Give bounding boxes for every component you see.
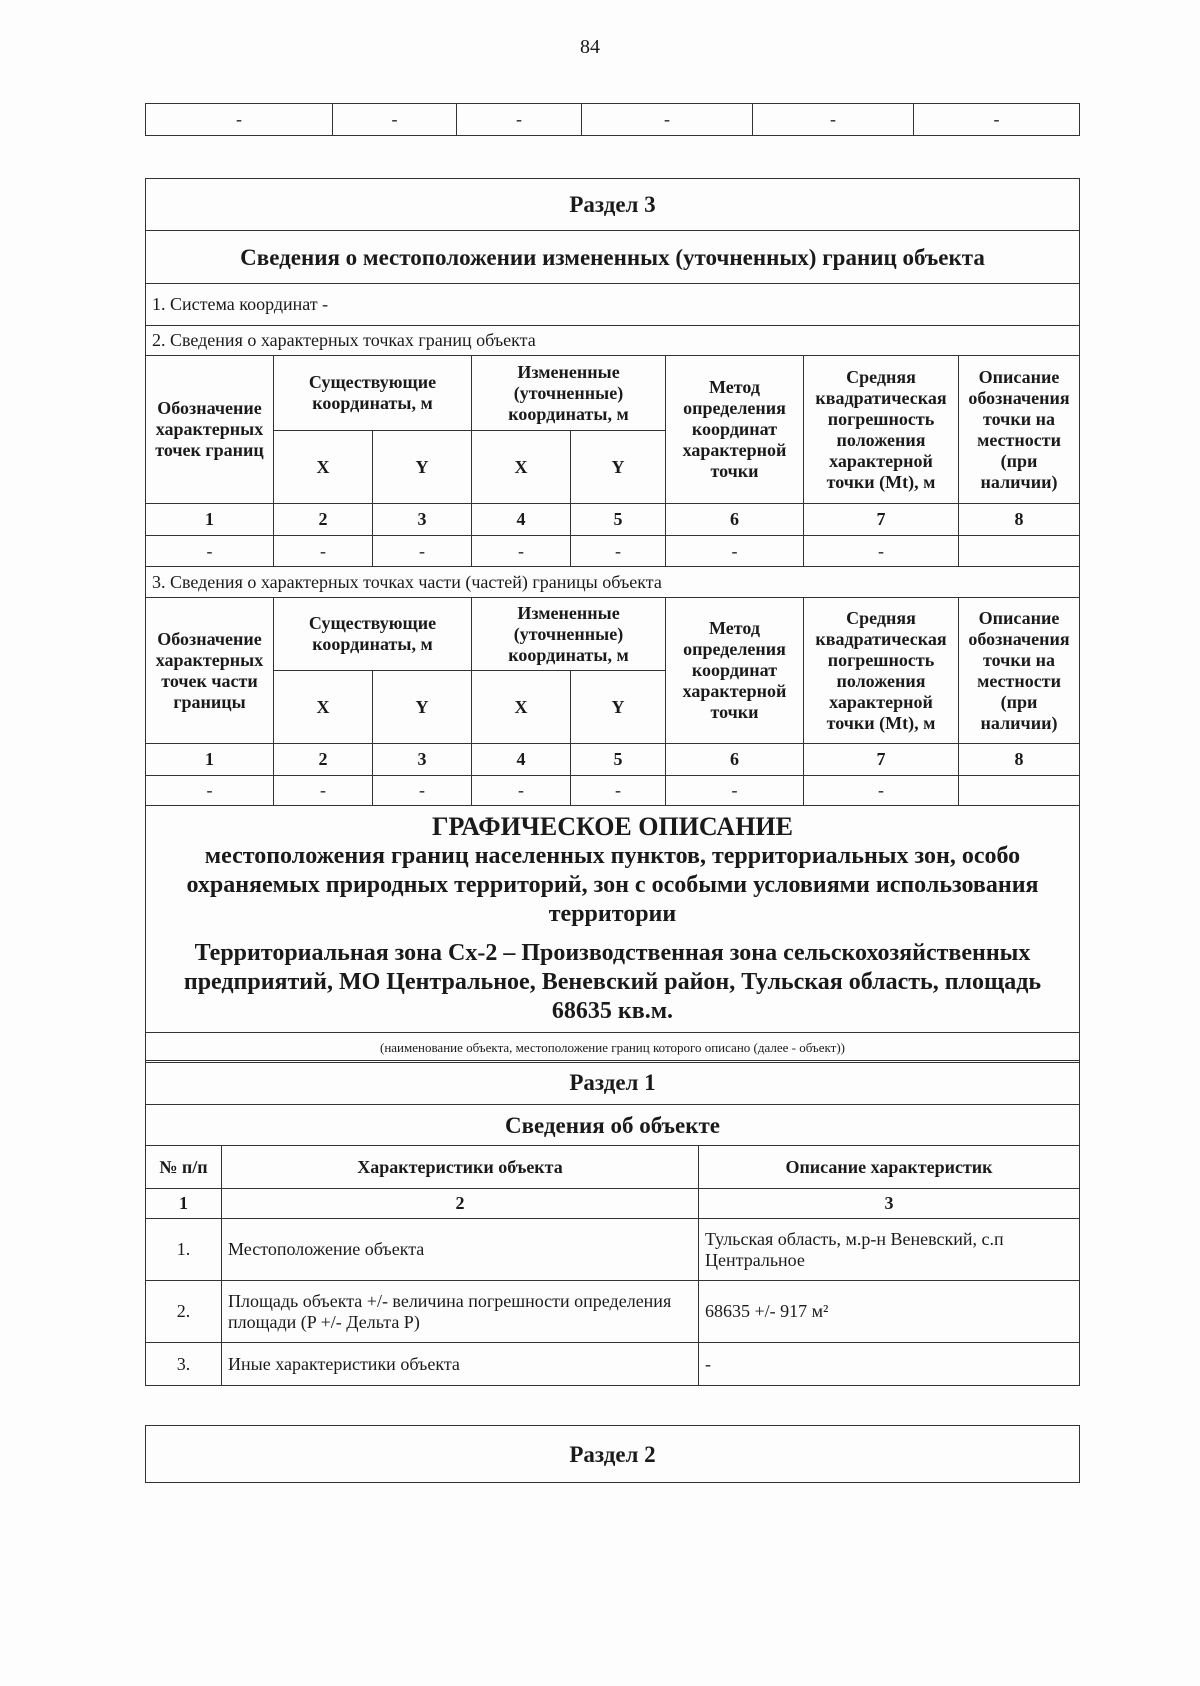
graphic-subtitle: местоположения границ населенных пунктов, территориальных зон, особо охраняемых природных территорий, зон с особыми условиями использования территории — [186, 843, 1039, 927]
cell: - — [373, 536, 472, 567]
table-row — [146, 1343, 1080, 1386]
row-num: 3. — [146, 1343, 222, 1386]
cell: - — [146, 776, 274, 806]
col-num: 6 — [666, 744, 804, 776]
col-num: 2 — [274, 504, 373, 536]
cell: - — [472, 776, 571, 806]
cell: - — [333, 104, 457, 136]
header-x: X — [274, 431, 373, 504]
cell — [959, 776, 1080, 806]
col-num: 2 — [274, 744, 373, 776]
col-num: 2 — [222, 1189, 699, 1219]
col-num: 3 — [373, 504, 472, 536]
cell: - — [914, 104, 1080, 136]
header-method: Метод определения координат характерной точки — [666, 598, 804, 744]
cell: - — [571, 776, 666, 806]
cell: - — [804, 776, 959, 806]
header-error: Средняя квадратическая погрешность положения характерной точки (Mt), м — [804, 356, 959, 504]
header-y: Y — [373, 671, 472, 744]
header-existing: Существующие координаты, м — [274, 598, 472, 671]
column-numbers — [146, 744, 1080, 776]
cell: - — [582, 104, 753, 136]
row-value: Тульская область, м.р-н Веневский, с.п Центральное — [699, 1219, 1080, 1281]
cell: - — [274, 536, 373, 567]
header-designation: Обозначение характерных точек границ — [146, 356, 274, 504]
col-num: 1 — [146, 1189, 222, 1219]
column-numbers — [146, 504, 1080, 536]
points-title: 2. Сведения о характерных точках границ объекта — [146, 326, 1080, 356]
header-existing: Существующие координаты, м — [274, 356, 472, 431]
section3-subtitle: Сведения о местоположении измененных (уточненных) границ объекта — [146, 231, 1080, 284]
row-name: Иные характеристики объекта — [222, 1343, 699, 1386]
page-number: 84 — [580, 36, 600, 58]
section1-title: Раздел 1 — [146, 1061, 1080, 1105]
cell: - — [571, 536, 666, 567]
cell: - — [472, 536, 571, 567]
section2-title: Раздел 2 — [146, 1426, 1080, 1483]
header-num: № п/п — [146, 1146, 222, 1189]
col-num: 1 — [146, 744, 274, 776]
col-num: 4 — [472, 744, 571, 776]
graphic-description-table — [145, 805, 1080, 1063]
col-num: 1 — [146, 504, 274, 536]
section2-table — [145, 1425, 1080, 1483]
cell: - — [666, 776, 804, 806]
header-method: Метод определения координат характерной точки — [666, 356, 804, 504]
row-num: 1. — [146, 1219, 222, 1281]
col-num: 3 — [699, 1189, 1080, 1219]
row-name: Площадь объекта +/- величина погрешности определения площади (P +/- Дельта P) — [222, 1281, 699, 1343]
header-y: Y — [571, 671, 666, 744]
object-name: Территориальная зона Сх-2 – Производственная зона сельскохозяйственных предприятий, МО Центральное, Веневский район, Тульская область, площадь 68635 кв.м. — [183, 940, 1042, 1024]
col-num: 6 — [666, 504, 804, 536]
coord-system: 1. Система координат - — [146, 284, 1080, 326]
parts-title: 3. Сведения о характерных точках части (частей) границы объекта — [146, 567, 1080, 598]
row-name: Местоположение объекта — [222, 1219, 699, 1281]
cell: - — [804, 536, 959, 567]
row-num: 2. — [146, 1281, 222, 1343]
cell: - — [753, 104, 914, 136]
section1-subtitle: Сведения об объекте — [146, 1105, 1080, 1146]
header-designation-part: Обозначение характерных точек части границы — [146, 598, 274, 744]
header-error: Средняя квадратическая погрешность положения характерной точки (Mt), м — [804, 598, 959, 744]
cell: - — [666, 536, 804, 567]
table-row — [146, 1219, 1080, 1281]
col-num: 5 — [571, 744, 666, 776]
cell: - — [146, 104, 333, 136]
table-row — [146, 1281, 1080, 1343]
section1-table — [145, 1060, 1080, 1386]
header-characteristics: Характеристики объекта — [222, 1146, 699, 1189]
graphic-title: ГРАФИЧЕСКОЕ ОПИСАНИЕ — [432, 812, 793, 841]
header-description: Описание обозначения точки на местности (при наличии) — [959, 356, 1080, 504]
col-num: 8 — [959, 504, 1080, 536]
header-x: X — [274, 671, 373, 744]
table-row — [146, 536, 1080, 567]
cell: - — [373, 776, 472, 806]
cell: - — [457, 104, 582, 136]
cell: - — [274, 776, 373, 806]
row-value: - — [699, 1343, 1080, 1386]
header-description: Описание обозначения точки на местности (при наличии) — [959, 598, 1080, 744]
object-caption: (наименование объекта, местоположение границ которого описано (далее - объект)) — [146, 1033, 1080, 1063]
header-changed: Измененные (уточненные) координаты, м — [472, 356, 666, 431]
header-x: X — [472, 431, 571, 504]
col-num: 5 — [571, 504, 666, 536]
table-row — [146, 776, 1080, 806]
section3-title: Раздел 3 — [146, 179, 1080, 231]
header-description: Описание характеристик — [699, 1146, 1080, 1189]
col-num: 8 — [959, 744, 1080, 776]
col-num: 7 — [804, 504, 959, 536]
header-x: X — [472, 671, 571, 744]
row-value: 68635 +/- 917 м² — [699, 1281, 1080, 1343]
col-num: 4 — [472, 504, 571, 536]
header-changed: Измененные (уточненные) координаты, м — [472, 598, 666, 671]
col-num: 7 — [804, 744, 959, 776]
continued-table-row — [145, 103, 1080, 136]
cell: - — [146, 536, 274, 567]
section3-table — [145, 178, 1080, 806]
header-y: Y — [373, 431, 472, 504]
header-y: Y — [571, 431, 666, 504]
col-num: 3 — [373, 744, 472, 776]
cell — [959, 536, 1080, 567]
